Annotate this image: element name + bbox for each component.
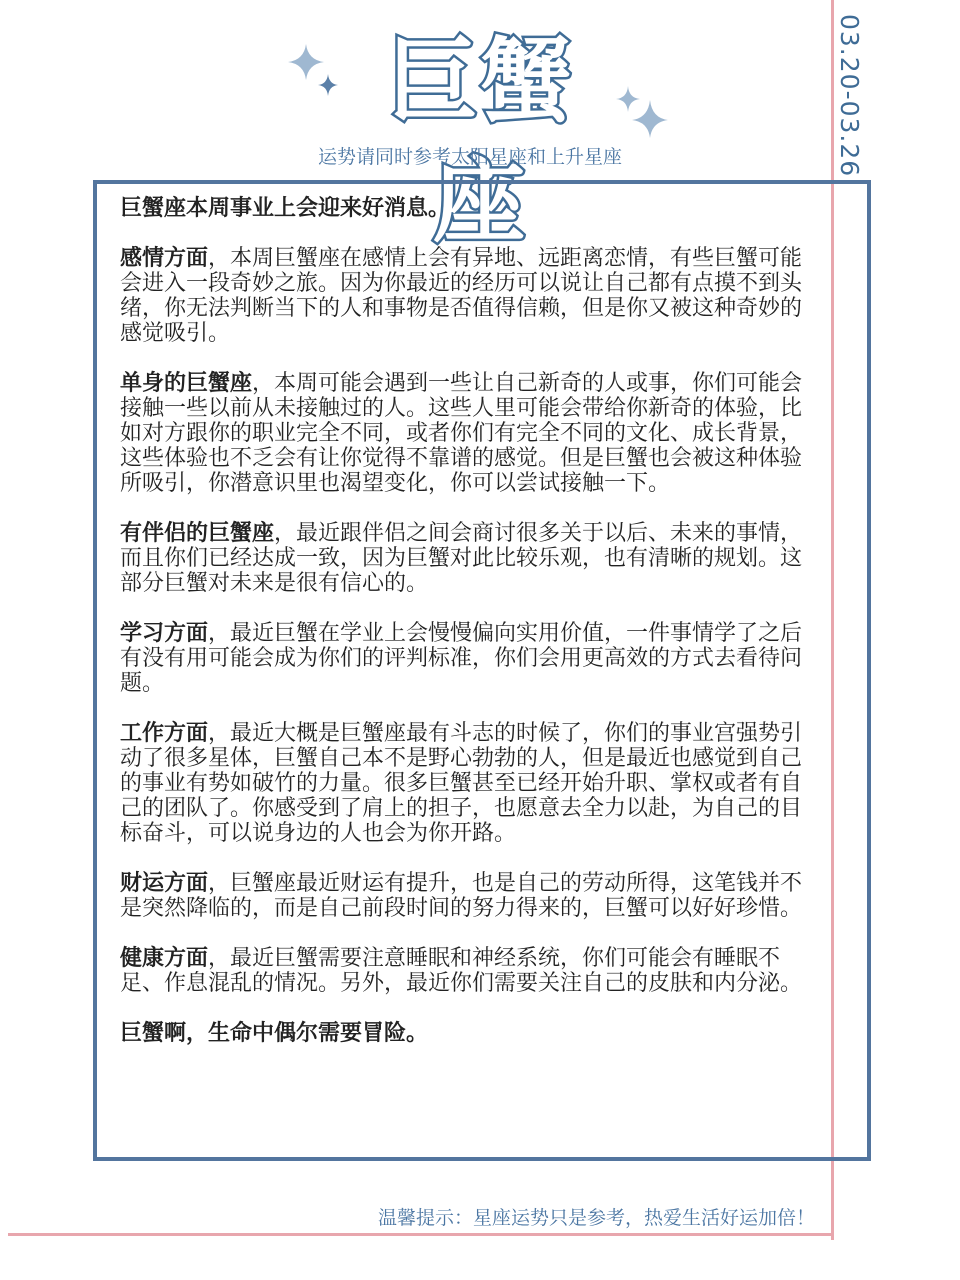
sparkle-icon [284, 40, 344, 100]
section-paragraph [120, 621, 820, 696]
section-text: ，最近巨蟹需要注意睡眠和神经系统，你们可能会有睡眠不足、作息混乱的情况。另外，最近你们需要关注自己的皮肤和内分泌。 [120, 946, 803, 996]
section-label: 学习方面 [120, 621, 209, 646]
intro-line: 巨蟹座本周事业上会迎来好消息。 [120, 196, 451, 221]
date-range: 03.20-03.26 [835, 14, 864, 178]
section-text: ，巨蟹座最近财运有提升，也是自己的劳动所得，这笔钱并不是突然降临的，而是自己前段时间的努力得来的，巨蟹可以好好珍惜。 [120, 871, 803, 921]
section-label: 工作方面 [120, 721, 209, 746]
section-text: ，最近巨蟹在学业上会慢慢偏向实用价值，一件事情学了之后有没有用可能会成为你们的评判标准，你们会用更高效的方式去看待问题。 [120, 621, 803, 696]
section-label: 财运方面 [120, 871, 209, 896]
section-paragraph [120, 946, 820, 996]
section-paragraph [120, 246, 820, 346]
section-text: ，本周可能会遇到一些让自己新奇的人或事，你们可能会接触一些以前从未接触过的人。这些人里可能会带给你新奇的体验，比如对方跟你的职业完全不同，或者你们有完全不同的文化、成长背景，这些体验也不乏会有让你觉得不靠谱的感觉。但是巨蟹也会被这种体验所吸引，你潜意识里也渴望变化，你可以尝试接触一下。 [120, 371, 803, 496]
section-text: ，本周巨蟹座在感情上会有异地、远距离恋情，有些巨蟹可能会进入一段奇妙之旅。因为你最近的经历可以说让自己都有点摸不到头绪，你无法判断当下的人和事物是否值得信赖，但是你又被这种奇妙的感觉吸引。 [120, 246, 803, 346]
section-paragraph [120, 721, 820, 846]
footer-tip: 温馨提示：星座运势只是参考，热爱生活好运加倍！ [377, 1207, 815, 1229]
subtitle: 运势请同时参考太阳星座和上升星座 [317, 146, 622, 168]
section-paragraph [120, 871, 820, 921]
sparkle-icon [612, 84, 672, 140]
page-title: 巨蟹座 [385, 28, 574, 255]
section-label: 感情方面 [120, 246, 209, 271]
section-paragraph [120, 521, 820, 596]
section-label: 单身的巨蟹座 [120, 371, 253, 396]
section-paragraph [120, 371, 820, 496]
content-body [120, 196, 820, 1046]
pink-horizontal-line [8, 1233, 834, 1236]
section-label: 有伴侣的巨蟹座 [120, 521, 275, 546]
section-label: 健康方面 [120, 946, 209, 971]
section-text: ，最近大概是巨蟹座最有斗志的时候了，你们的事业宫强势引动了很多星体，巨蟹自己本不是野心勃勃的人，但是最近也感觉到自己的事业有势如破竹的力量。很多巨蟹甚至已经开始升职、掌权或者有自己的团队了。你感受到了肩上的担子，也愿意去全力以赴，为自己的目标奋斗，可以说身边的人也会为你开路。 [120, 721, 803, 846]
closing-line: 巨蟹啊，生命中偶尔需要冒险。 [120, 1021, 429, 1046]
section-text: ，最近跟伴侣之间会商讨很多关于以后、未来的事情，而且你们已经达成一致，因为巨蟹对此比较乐观，也有清晰的规划。这部分巨蟹对未来是很有信心的。 [120, 521, 803, 596]
